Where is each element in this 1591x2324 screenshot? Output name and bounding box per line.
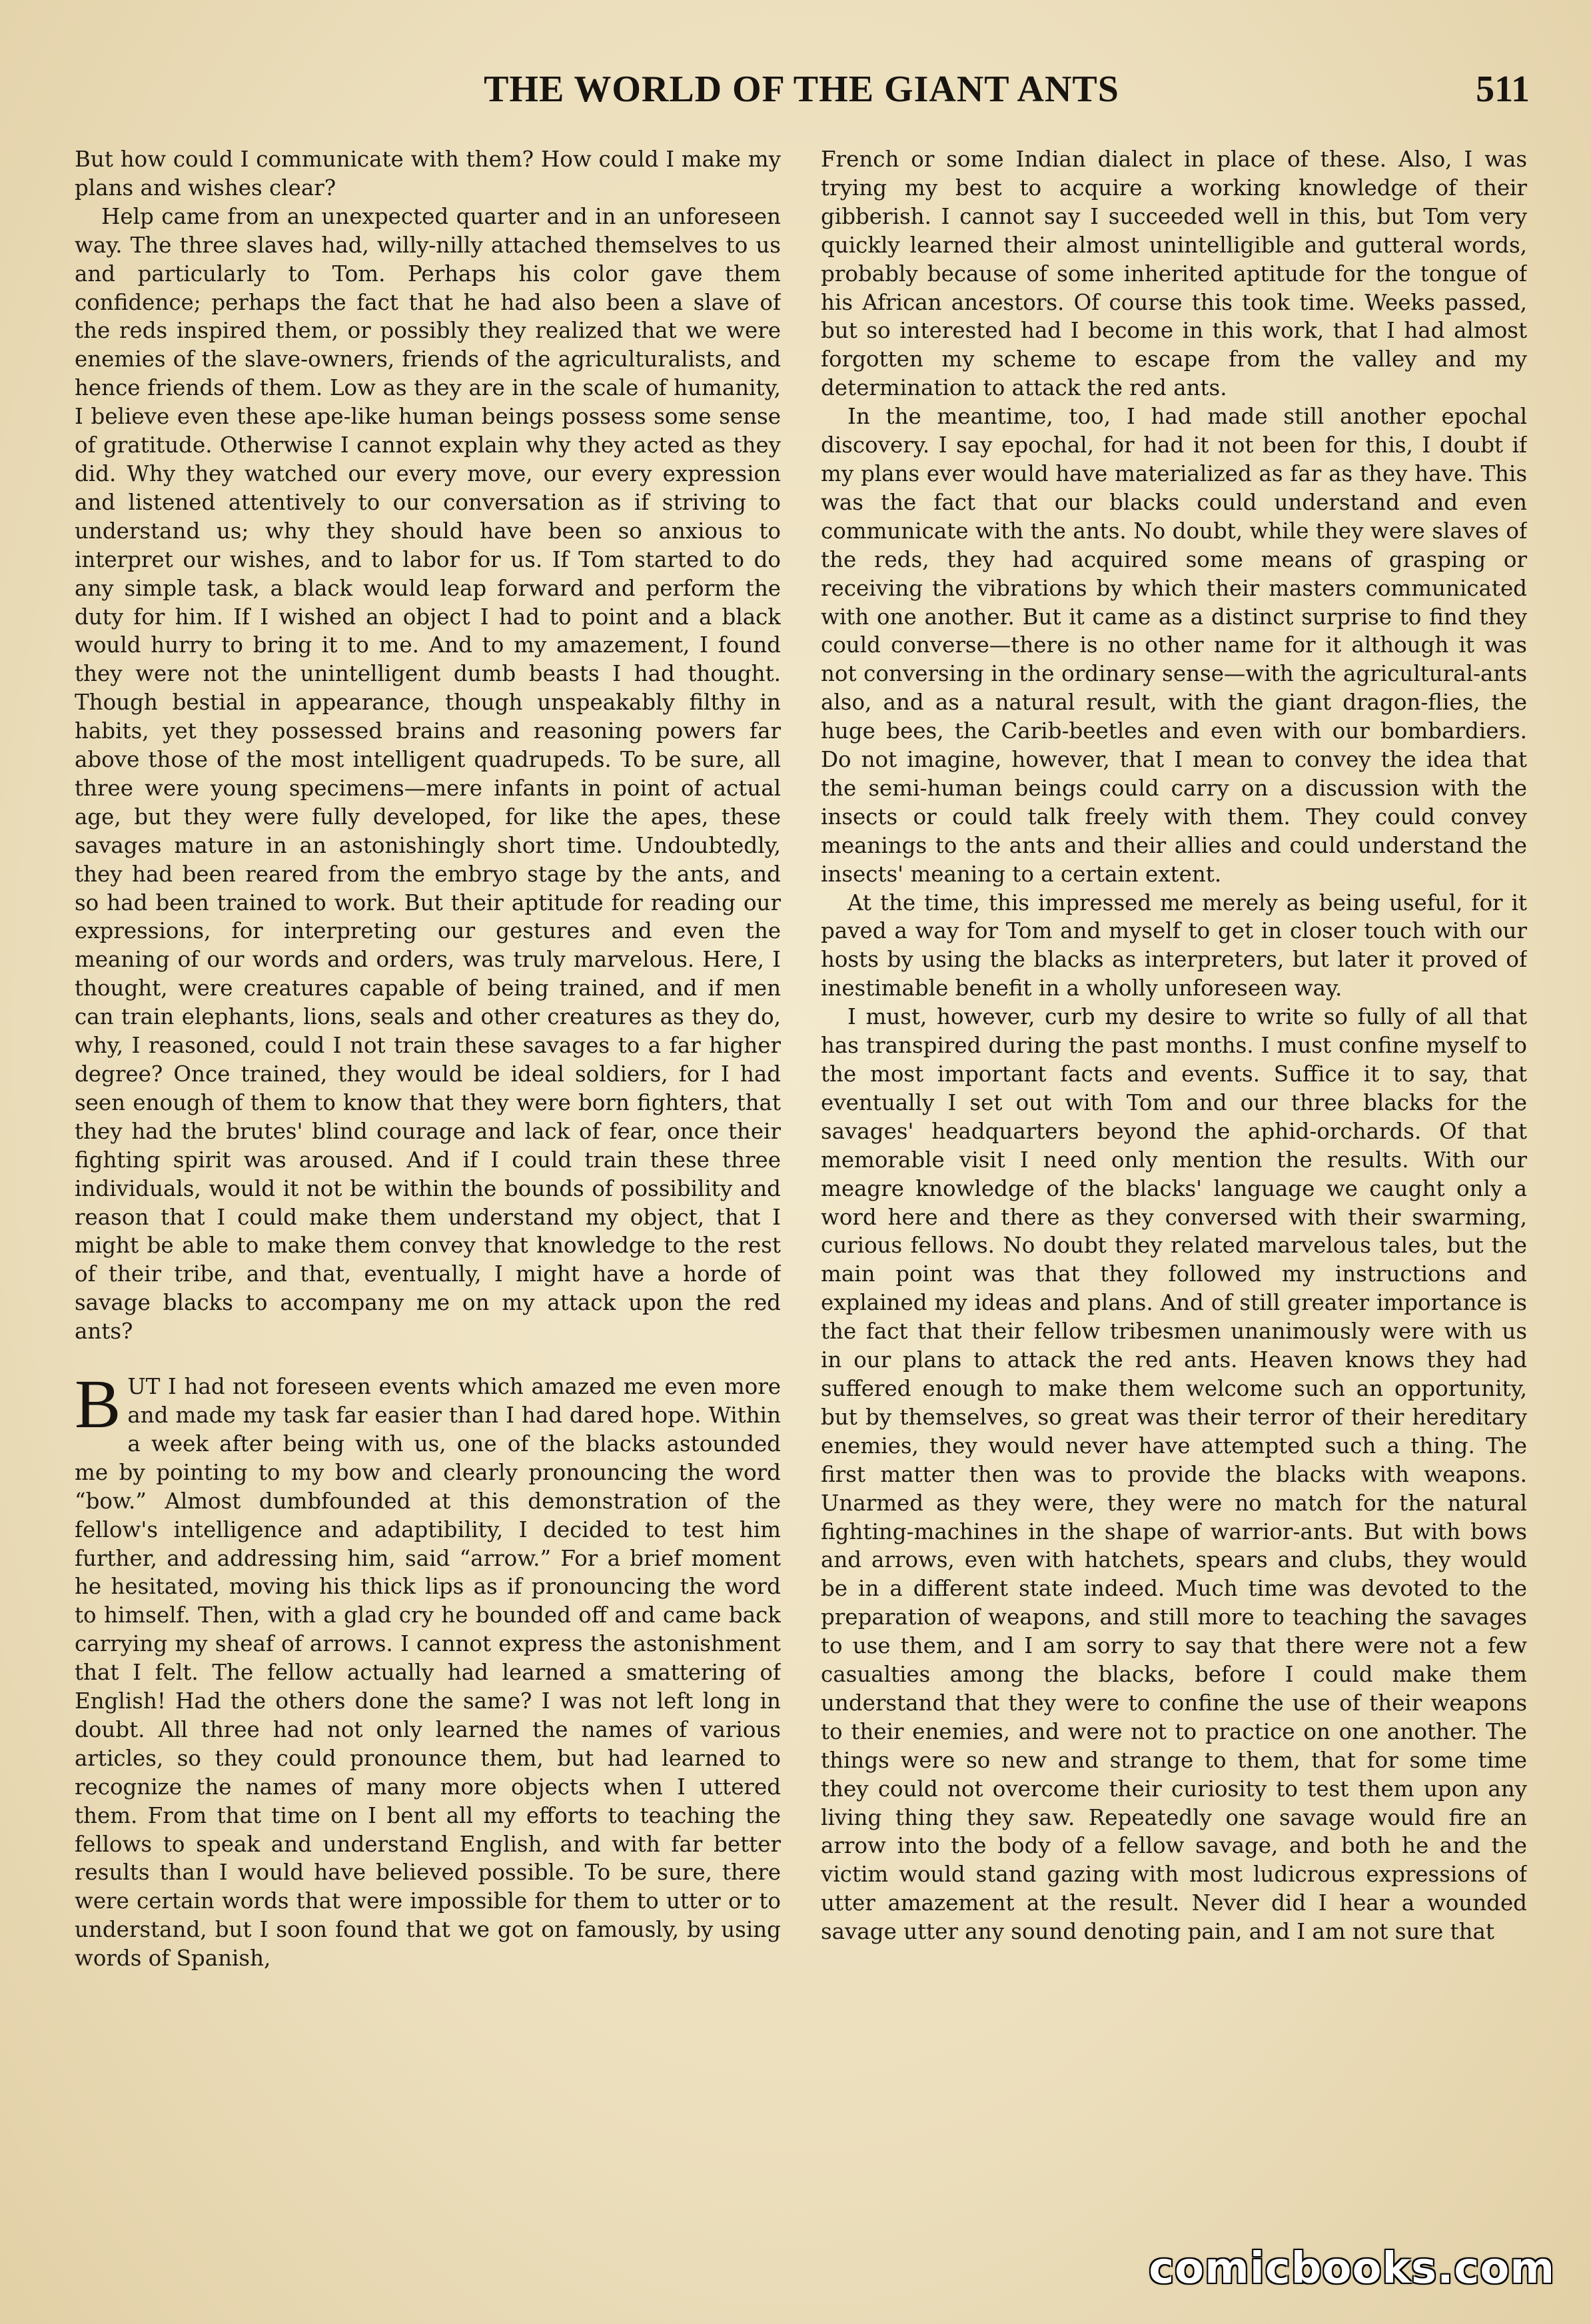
right-column: [821, 145, 1527, 2164]
running-header: [73, 68, 1530, 128]
paragraph: But how could I communicate with them? How could I make my plans and wishes clear?: [75, 147, 781, 201]
paragraph: In the meantime, too, I had made still another epochal discovery. I say epochal, for had it not been for this, I doubt if my plans ever would have materialized as far as they have. This was the fact that our blacks could understand and even communicate with the ants. No doubt, while they were slaves of the reds, they had acquired some means of grasping or receiving the vibrations by which their masters communicated with one another. But it came as a distinct surprise to find they could converse—there is no other name for it although it was not conversing in the ordinary sense—with the agricultural-ants also, and as a natural result, with the giant dragon-flies, the huge bees, the Carib-beetles and even with our bombardiers. Do not imagine, however, that I mean to convey the idea that the semi-human beings could carry on a discussion with the insects or could talk freely with them. They could convey meanings to the ants and their allies and could understand the insects' meaning to a certain extent.: [821, 404, 1527, 887]
paragraph-text: UT I had not foreseen events which amazed me even more and made my task far easier than I had dared hope. Within a week after being with us, one of the blacks astounded me by pointing to my bow and clearly pronouncing the word “bow.” Almost dumbfounded at this demonstration of the fellow's intelligence and adaptibility, I decided to test him further, and addressing him, said “arrow.” For a brief moment he hesitated, moving his thick lips as if pronouncing the word to himself. Then, with a glad cry he bounded off and came back carrying my sheaf of arrows. I cannot express the astonishment that I felt. The fellow actually had learned a smattering of English! Had the others done the same? I was not left long in doubt. All three had not only learned the names of various articles, so they could pronounce them, but had learned to recognize the names of many more objects when I uttered them. From that time on I bent all my efforts to teaching the fellows to speak and understand English, and with far better results than I would have believed possible. To be sure, there were certain words that were impossible for them to utter or to understand, but I soon found that we got on famously, by using words of Spanish,: [75, 1374, 781, 1972]
paragraph: I must, however, curb my desire to write so fully of all that has transpired during the past months. I must confine myself to the most important facts and events. Suffice it to say, that eventually I set out with Tom and our three blacks for the savages' headquarters beyond the aphid-orchards. Of that memorable visit I need only mention the results. With our meagre knowledge of the blacks' language we caught only a word here and there as they conversed with their swarming, curious fellows. No doubt they related marvelous tales, but the main point was that they followed my instructions and explained my ideas and plans. And of still greater importance is the fact that their fellow tribesmen unanimously were with us in our plans to attack the red ants. Heaven knows they had suffered enough to make them welcome such an opportunity, but by themselves, so great was their terror of their hereditary enemies, they would never have attempted such a thing. The first matter then was to provide the blacks with weapons. Unarmed as they were, they were no match for the natural fighting-machines in the shape of warrior-ants. But with bows and arrows, even with hatchets, spears and clubs, they would be in a different state indeed. Much time was devoted to the preparation of weapons, and still more to teaching the savages to use them, and I am sorry to say that there were not a few casualties among the blacks, before I could make them understand that they were to confine the use of their weapons to their enemies, and were not to practice on one another. The things were so new and strange to them, that for some time they could not overcome their curiosity to test them upon any living thing they saw. Repeatedly one savage would fire an arrow into the body of a fellow savage, and both he and the victim would stand gazing with most ludicrous expressions of utter amazement at the result. Never did I hear a wounded savage utter any sound denoting pain, and I am not sure that: [821, 1004, 1527, 1945]
paragraph-with-dropcap: [75, 1366, 781, 1973]
running-title: THE WORLD OF THE GIANT ANTS: [484, 69, 1119, 110]
page-number: 511: [1476, 69, 1530, 110]
left-column: [75, 145, 781, 2164]
paragraph: French or some Indian dialect in place of these. Also, I was trying my best to acquire a working knowledge of their gibberish. I cannot say I succeeded well in this, but Tom very quickly learned their almost unintelligible and gutteral words, probably because of some inherited aptitude for the tongue of his African ancestors. Of course this took time. Weeks passed, but so interested had I become in this work, that I had almost forgotten my scheme to escape from the valley and my determination to attack the red ants.: [821, 147, 1527, 401]
watermark-text: comicbooks.com: [1149, 2244, 1555, 2293]
paragraph: At the time, this impressed me merely as being useful, for it paved a way for Tom and myself to get in closer touch with our hosts by using the blacks as interpreters, but later it proved of inestimable benefit in a wholly unforeseen way.: [821, 889, 1527, 1001]
paragraph: Help came from an unexpected quarter and in an unforeseen way. The three slaves had, willy-nilly attached themselves to us and particularly to Tom. Perhaps his color gave them confidence; perhaps the fact that he had also been a slave of the reds inspired them, or possibly they realized that we were enemies of the slave-owners, friends of the agriculturalists, and hence friends of them. Low as they are in the scale of humanity, I believe even these ape-like human beings possess some sense of gratitude. Otherwise I cannot explain why they acted as they did. Why they watched our every move, our every expression and listened attentively to our conversation as if striving to understand us; why they should have been so anxious to interpret our wishes, and to labor for us. If Tom started to do any simple task, a black would leap forward and perform the duty for him. If I wished an object I had to point and a black would hurry to bring it to me. And to my amazement, I found they were not the unintelligent dumb beasts I had thought. Though bestial in appearance, though unspeakably filthy in habits, yet they possessed brains and reasoning powers far above those of the most intelligent quadrupeds. To be sure, all three were young specimens—mere infants in point of actual age, but they were fully developed, for like the apes, these savages mature in an astonishingly short time. Undoubtedly, they had been reared from the embryo stage by the ants, and so had been trained to work. But their aptitude for reading our expressions, for interpreting our gestures and even the meaning of our words and orders, was truly marvelous. Here, I thought, were creatures capable of being trained, and if men can train elephants, lions, seals and other creatures as they do, why, I reasoned, could I not train these savages to a far higher degree? Once trained, they would be ideal soldiers, for I had seen enough of them to know that they were born fighters, that they had the brutes' blind courage and lack of fear, once their fighting spirit was aroused. And if I could train these three individuals, would it not be within the bounds of possibility and reason that I could make them understand my object, that I might be able to make them convey that knowledge to the rest of their tribe, and that, eventually, I might have a horde of savage blacks to accompany me on my attack upon the red ants?: [75, 203, 781, 1345]
section-break: [75, 1346, 781, 1373]
drop-cap: B: [75, 1366, 121, 1443]
